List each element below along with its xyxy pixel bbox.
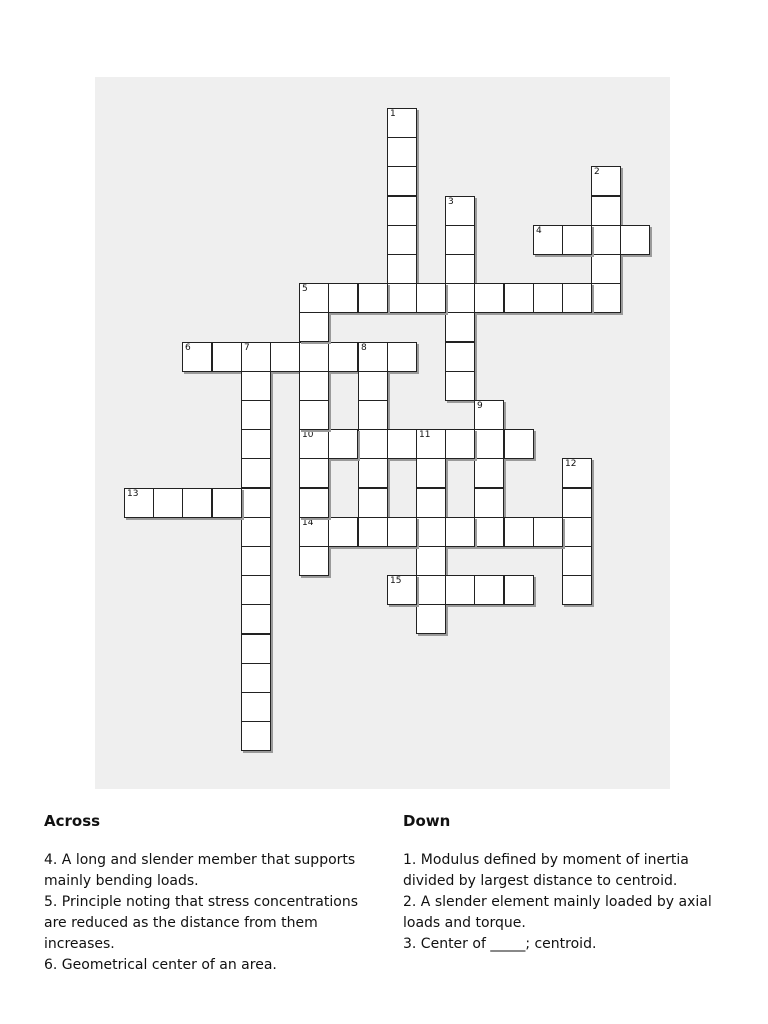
down-clue-list <box>403 850 723 955</box>
crossword-cell[interactable] <box>416 283 446 313</box>
across-clue-list <box>44 850 364 976</box>
down-clue: 3. Center of _____; centroid. <box>403 936 597 952</box>
clue-number: 9 <box>477 401 483 411</box>
crossword-cell[interactable] <box>504 429 534 459</box>
crossword-cell[interactable] <box>124 488 154 518</box>
crossword-cell[interactable] <box>387 166 417 196</box>
crossword-cell[interactable] <box>212 488 242 518</box>
crossword-cell[interactable] <box>212 342 242 372</box>
crossword-cell[interactable] <box>299 283 329 313</box>
crossword-cell[interactable] <box>358 429 388 459</box>
crossword-cell[interactable] <box>591 225 621 255</box>
crossword-cell[interactable] <box>241 371 271 401</box>
clue-number: 10 <box>302 430 314 440</box>
crossword-cell[interactable] <box>328 283 358 313</box>
clue-number: 11 <box>419 430 431 440</box>
crossword-cell[interactable] <box>504 517 534 547</box>
crossword-cell[interactable] <box>504 575 534 605</box>
crossword-cell[interactable] <box>562 575 592 605</box>
crossword-cell[interactable] <box>562 225 592 255</box>
clue-number: 3 <box>448 197 454 207</box>
clue-number: 1 <box>390 109 396 119</box>
crossword-cell[interactable] <box>591 283 621 313</box>
crossword-cell[interactable] <box>416 429 446 459</box>
crossword-cell[interactable] <box>299 342 329 372</box>
crossword-cell[interactable] <box>299 517 329 547</box>
crossword-cell[interactable] <box>358 342 388 372</box>
crossword-cell[interactable] <box>182 342 212 372</box>
clue-number: 13 <box>127 489 139 499</box>
crossword-cell[interactable] <box>562 488 592 518</box>
crossword-cell[interactable] <box>299 429 329 459</box>
crossword-cell[interactable] <box>241 342 271 372</box>
crossword-cell[interactable] <box>474 458 504 488</box>
crossword-cell[interactable] <box>387 342 417 372</box>
crossword-cell[interactable] <box>387 517 417 547</box>
crossword-cell[interactable] <box>299 371 329 401</box>
crossword-cell[interactable] <box>474 517 504 547</box>
crossword-cell[interactable] <box>591 254 621 284</box>
crossword-cell[interactable] <box>474 488 504 518</box>
crossword-cell[interactable] <box>387 429 417 459</box>
crossword-cell[interactable] <box>474 575 504 605</box>
crossword-cell[interactable] <box>445 342 475 372</box>
crossword-cell[interactable] <box>182 488 212 518</box>
crossword-grid <box>95 77 670 789</box>
crossword-cell[interactable] <box>328 342 358 372</box>
down-clue: 1. Modulus defined by moment of inertia divided by largest distance to centroid. <box>403 852 689 889</box>
down-clue: 2. A slender element mainly loaded by axial loads and torque. <box>403 894 712 931</box>
crossword-cell[interactable] <box>299 400 329 430</box>
crossword-cell[interactable] <box>241 517 271 547</box>
crossword-cell[interactable] <box>416 546 446 576</box>
clue-number: 12 <box>565 459 577 469</box>
crossword-cell[interactable] <box>299 488 329 518</box>
crossword-cell[interactable] <box>241 663 271 693</box>
crossword-cell[interactable] <box>328 429 358 459</box>
crossword-cell[interactable] <box>299 458 329 488</box>
crossword-cell[interactable] <box>241 429 271 459</box>
crossword-cell[interactable] <box>445 254 475 284</box>
crossword-cell[interactable] <box>445 225 475 255</box>
crossword-cell[interactable] <box>416 517 446 547</box>
crossword-cell[interactable] <box>533 283 563 313</box>
crossword-cell[interactable] <box>241 458 271 488</box>
across-clue: 6. Geometrical center of an area. <box>44 957 277 973</box>
crossword-cell[interactable] <box>591 196 621 226</box>
crossword-cell[interactable] <box>328 517 358 547</box>
crossword-cell[interactable] <box>416 575 446 605</box>
down-heading: Down <box>403 812 451 830</box>
crossword-cell[interactable] <box>533 517 563 547</box>
clue-number: 6 <box>185 343 191 353</box>
crossword-cell[interactable] <box>358 517 388 547</box>
clue-number: 2 <box>594 167 600 177</box>
crossword-cell[interactable] <box>620 225 650 255</box>
across-clue: 4. A long and slender member that supports mainly bending loads. <box>44 852 356 889</box>
crossword-cell[interactable] <box>445 196 475 226</box>
crossword-cell[interactable] <box>416 488 446 518</box>
crossword-cell[interactable] <box>533 225 563 255</box>
clue-number: 15 <box>390 576 402 586</box>
crossword-cell[interactable] <box>299 546 329 576</box>
crossword-cell[interactable] <box>474 400 504 430</box>
crossword-cell[interactable] <box>387 196 417 226</box>
crossword-cell[interactable] <box>387 225 417 255</box>
crossword-cell[interactable] <box>445 517 475 547</box>
clue-number: 14 <box>302 518 314 528</box>
clue-number: 4 <box>536 226 542 236</box>
crossword-cell[interactable] <box>562 458 592 488</box>
crossword-cell[interactable] <box>474 283 504 313</box>
crossword-cell[interactable] <box>562 517 592 547</box>
crossword-cell[interactable] <box>591 166 621 196</box>
crossword-cell[interactable] <box>270 342 300 372</box>
crossword-cell[interactable] <box>445 283 475 313</box>
crossword-cell[interactable] <box>562 283 592 313</box>
crossword-cell[interactable] <box>416 604 446 634</box>
clue-number: 8 <box>361 343 367 353</box>
crossword-cell[interactable] <box>241 546 271 576</box>
crossword-cell[interactable] <box>387 575 417 605</box>
crossword-cell[interactable] <box>387 283 417 313</box>
clue-number: 7 <box>244 343 250 353</box>
crossword-cell[interactable] <box>358 371 388 401</box>
crossword-cell[interactable] <box>504 283 534 313</box>
crossword-cell[interactable] <box>358 458 388 488</box>
crossword-cell[interactable] <box>474 429 504 459</box>
crossword-cell[interactable] <box>241 692 271 722</box>
crossword-cell[interactable] <box>387 137 417 167</box>
crossword-cell[interactable] <box>241 604 271 634</box>
crossword-cell[interactable] <box>387 108 417 138</box>
across-heading: Across <box>44 812 101 830</box>
crossword-cell[interactable] <box>445 371 475 401</box>
clue-number: 5 <box>302 284 308 294</box>
crossword-cell[interactable] <box>445 575 475 605</box>
crossword-cell[interactable] <box>358 488 388 518</box>
crossword-cell[interactable] <box>562 546 592 576</box>
crossword-cell[interactable] <box>299 312 329 342</box>
crossword-cell[interactable] <box>241 488 271 518</box>
crossword-cell[interactable] <box>241 721 271 751</box>
crossword-cell[interactable] <box>153 488 183 518</box>
crossword-cell[interactable] <box>241 400 271 430</box>
crossword-cell[interactable] <box>445 312 475 342</box>
across-clue: 5. Principle noting that stress concentrations are reduced as the distance from them increases. <box>44 894 358 952</box>
crossword-cell[interactable] <box>358 400 388 430</box>
crossword-cell[interactable] <box>387 254 417 284</box>
crossword-cell[interactable] <box>241 634 271 664</box>
crossword-cell[interactable] <box>358 283 388 313</box>
crossword-cell[interactable] <box>445 429 475 459</box>
crossword-cell[interactable] <box>241 575 271 605</box>
crossword-cell[interactable] <box>416 458 446 488</box>
